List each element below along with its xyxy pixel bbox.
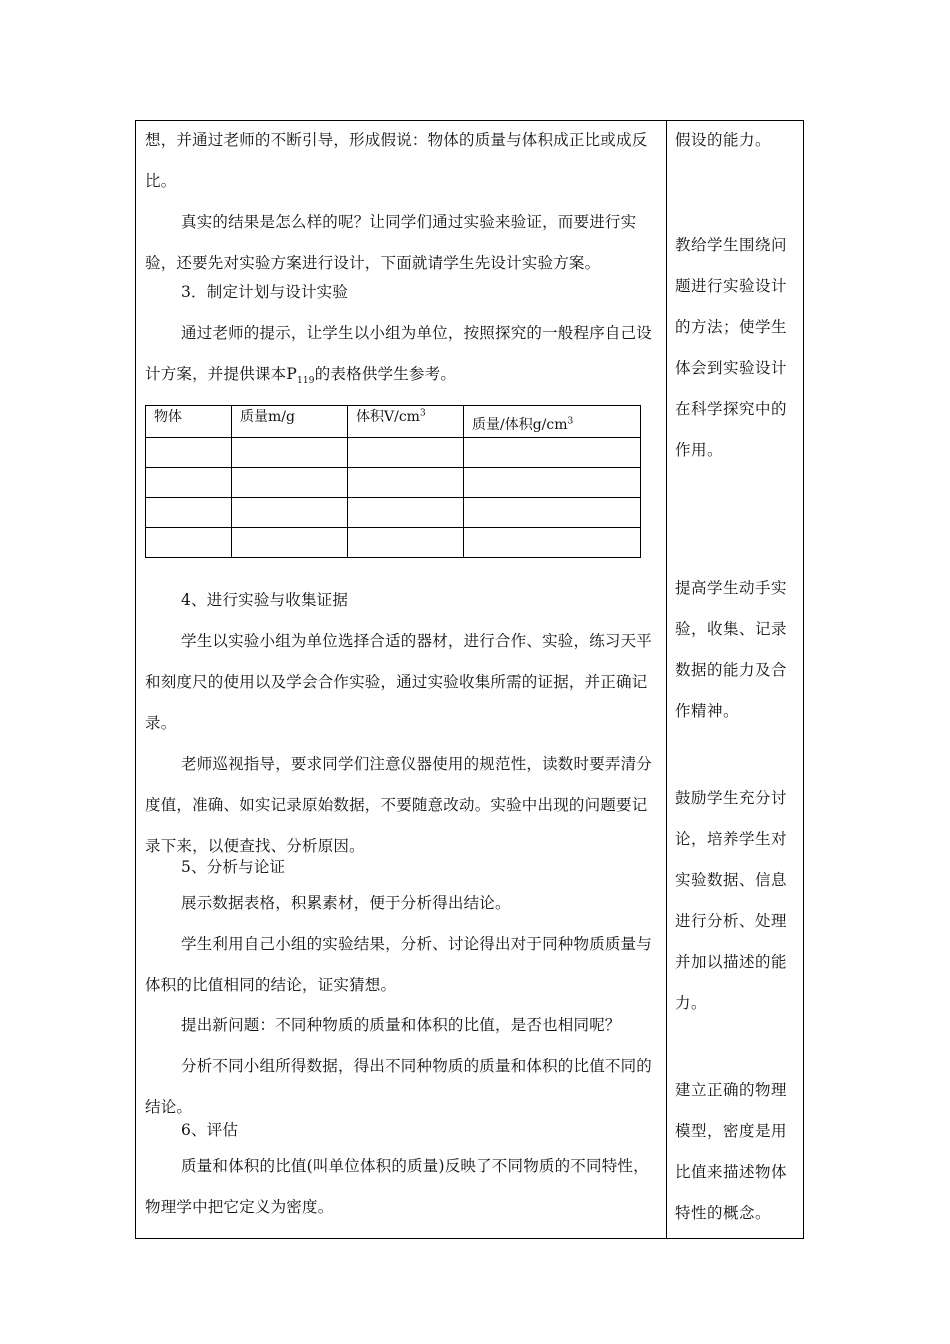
table-header-row [146,406,641,438]
table-row [146,528,641,558]
header-mass: 质量m/g [232,406,348,438]
header-mass-per-volume: 质量/体积$g/cm^3$ [464,406,641,438]
paragraph-new-question: 提出新问题：不同种物质的质量和体积的比值，是否也相同呢？ [181,1016,621,1034]
intent-physics-model: 建立正确的物理模型，密度是用比值来描述物体特性的概念。 [675,1081,788,1222]
intent-discussion: 鼓励学生充分讨论，培养学生对实验数据、信息进行分析、处理并加以描述的能力。 [675,789,788,1012]
table-row [146,498,641,528]
paragraph-conduct-experiment: 学生以实验小组为单位选择合适的器材，进行合作、实验，练习天平和刻度尺的使用以及学会合作实验，通过实验收集所需的证据，并正确记录。 [145,632,653,732]
paragraph-different-substances: 分析不同小组所得数据，得出不同种物质的质量和体积的比值不同的结论。 [145,1057,653,1116]
intent-experiment-design: 教给学生围绕问题进行实验设计的方法；使学生体会到实验设计在科学探究中的作用。 [675,236,788,459]
paragraph-teacher-guidance: 老师巡视指导，要求同学们注意仪器使用的规范性，读数时要弄清分度值，准确、如实记录原始数据，不要随意改动。实验中出现的问题要记录下来，以便查找、分析原因。 [145,755,653,855]
paragraph-show-data: 展示数据表格，积累素材，便于分析得出结论。 [181,894,511,912]
paragraph-hypothesis: 想，并通过老师的不断引导，形成假说：物体的质量与体积成正比或成反比。 [145,131,648,190]
paragraph-density-definition: 质量和体积的比值(叫单位体积的质量)反映了不同物质的不同特性，物理学中把它定义为密度。 [145,1157,649,1216]
intent-hypothesis-ability: 假设的能力。 [675,131,772,149]
column-divider [666,120,667,1239]
table-row [146,468,641,498]
paragraph-experiment-intro: 真实的结果是怎么样的呢？让同学们通过实验来验证，而要进行实验，还要先对实验方案进行设计，下面就请学生先设计实验方案。 [145,213,637,272]
header-volume: 体积$V/cm^3$ [348,406,464,438]
heading-step-3: 3．制定计划与设计实验 [181,283,349,301]
data-table [145,405,641,558]
intent-hands-on: 提高学生动手实验，收集、记录数据的能力及合作精神。 [675,579,788,720]
heading-step-4: 4、进行实验与收集证据 [181,591,349,609]
table-row [146,438,641,468]
paragraph-same-substance: 学生利用自己小组的实验结果，分析、讨论得出对于同种物质质量与体积的比值相同的结论，证实猜想。 [145,935,653,994]
header-object: 物体 [146,406,232,438]
heading-step-5: 5、分析与论证 [181,858,286,876]
heading-step-6: 6、评估 [181,1121,239,1139]
paragraph-design-plan: 通过老师的提示，让学生以小组为单位，按照探究的一般程序自己设计方案，并提供课本$P_{119}$的表格供学生参考。 [145,324,653,387]
